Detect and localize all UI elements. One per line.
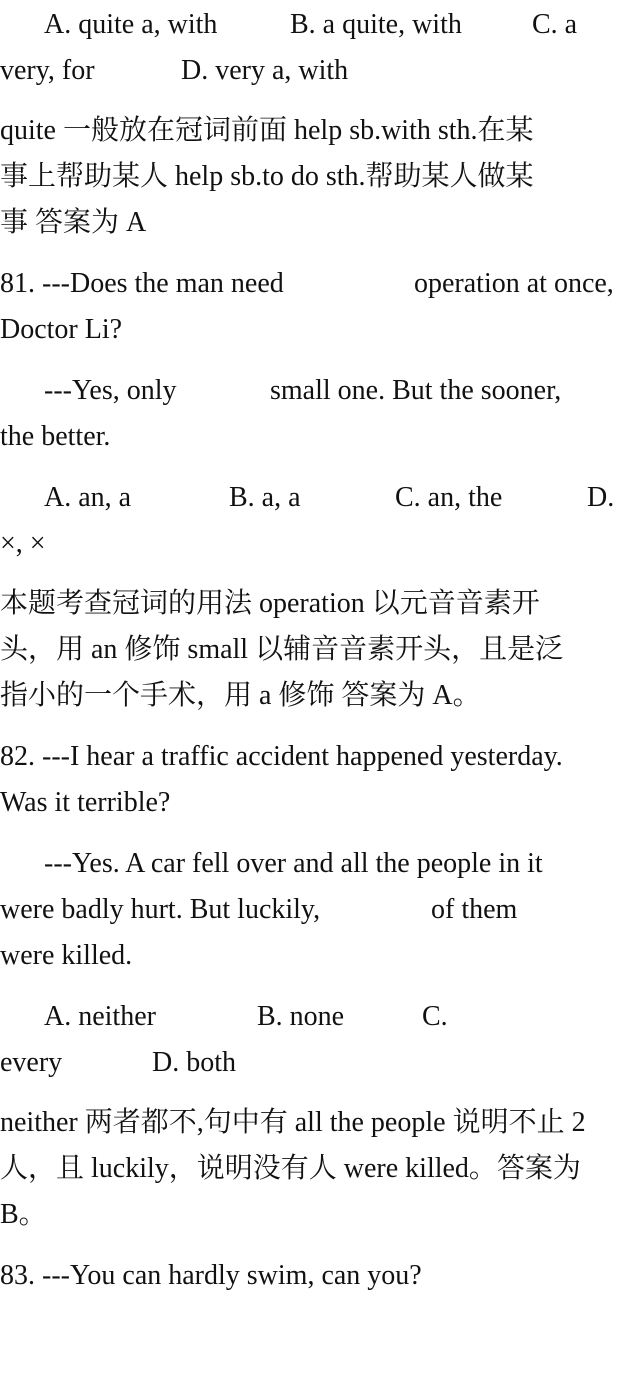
q80-option-b: B. a quite, with [290,9,462,40]
q81-explanation-line-1: 本题考查冠词的用法 operation 以元音音素开 [0,588,540,619]
q80-option-a: A. quite a, with [44,9,218,40]
q80-explanation-line-2: 事上帮助某人 help sb.to do sth.帮助某人做某 [0,161,534,192]
q82-answer-line-3: were killed. [0,940,133,971]
q81-answer-end: small one. But the sooner, [270,375,562,406]
q83-question-line-1: 83. ---You can hardly swim, can you? [0,1260,422,1291]
q82-question-line-2: Was it terrible? [0,787,171,818]
q82-option-c-continued: every [0,1047,63,1078]
q82-answer-end: of them [431,894,518,925]
q81-options-line-2: ×, × [0,528,46,559]
q81-option-a: A. an, a [44,482,132,513]
q82-answer-start: were badly hurt. But luckily, [0,894,321,925]
q82-option-d: D. both [152,1047,236,1078]
q81-explanation-line-3: 指小的一个手术，用 a 修饰 答案为 A。 [0,680,481,711]
q80-explanation-line-3: 事 答案为 A [0,207,147,238]
q80-option-c: C. a [532,9,578,40]
q81-option-c: C. an, the [395,482,503,513]
q81-option-b: B. a, a [229,482,301,513]
q82-answer-line-1: ---Yes. A car fell over and all the people in it [44,848,543,879]
q82-option-c: C. [422,1001,448,1032]
q82-explanation-line-3: B。 [0,1199,47,1230]
q82-question-line-1: 82. ---I hear a traffic accident happened yesterday. [0,741,563,772]
q82-explanation-line-1: neither 两者都不,句中有 all the people 说明不止 2 [0,1107,586,1138]
q81-answer-line-2: the better. [0,421,111,452]
q80-option-d: D. very a, with [181,55,349,86]
q82-option-a: A. neither [44,1001,156,1032]
q82-option-b: B. none [257,1001,345,1032]
q80-option-c-continued: very, for [0,55,95,86]
q81-option-d: D. [587,482,615,513]
q81-question-line-2: Doctor Li? [0,314,123,345]
q82-explanation-line-2: 人，且 luckily，说明没有人 were killed。答案为 [0,1153,581,1184]
q81-answer-start: ---Yes, only [44,375,177,406]
q80-explanation-line-1: quite 一般放在冠词前面 help sb.with sth.在某 [0,115,534,146]
q81-explanation-line-2: 头，用 an 修饰 small 以辅音音素开头，且是泛 [0,634,564,665]
q81-question-start: 81. ---Does the man need [0,268,284,299]
q81-question-end: operation at once, [414,268,614,299]
